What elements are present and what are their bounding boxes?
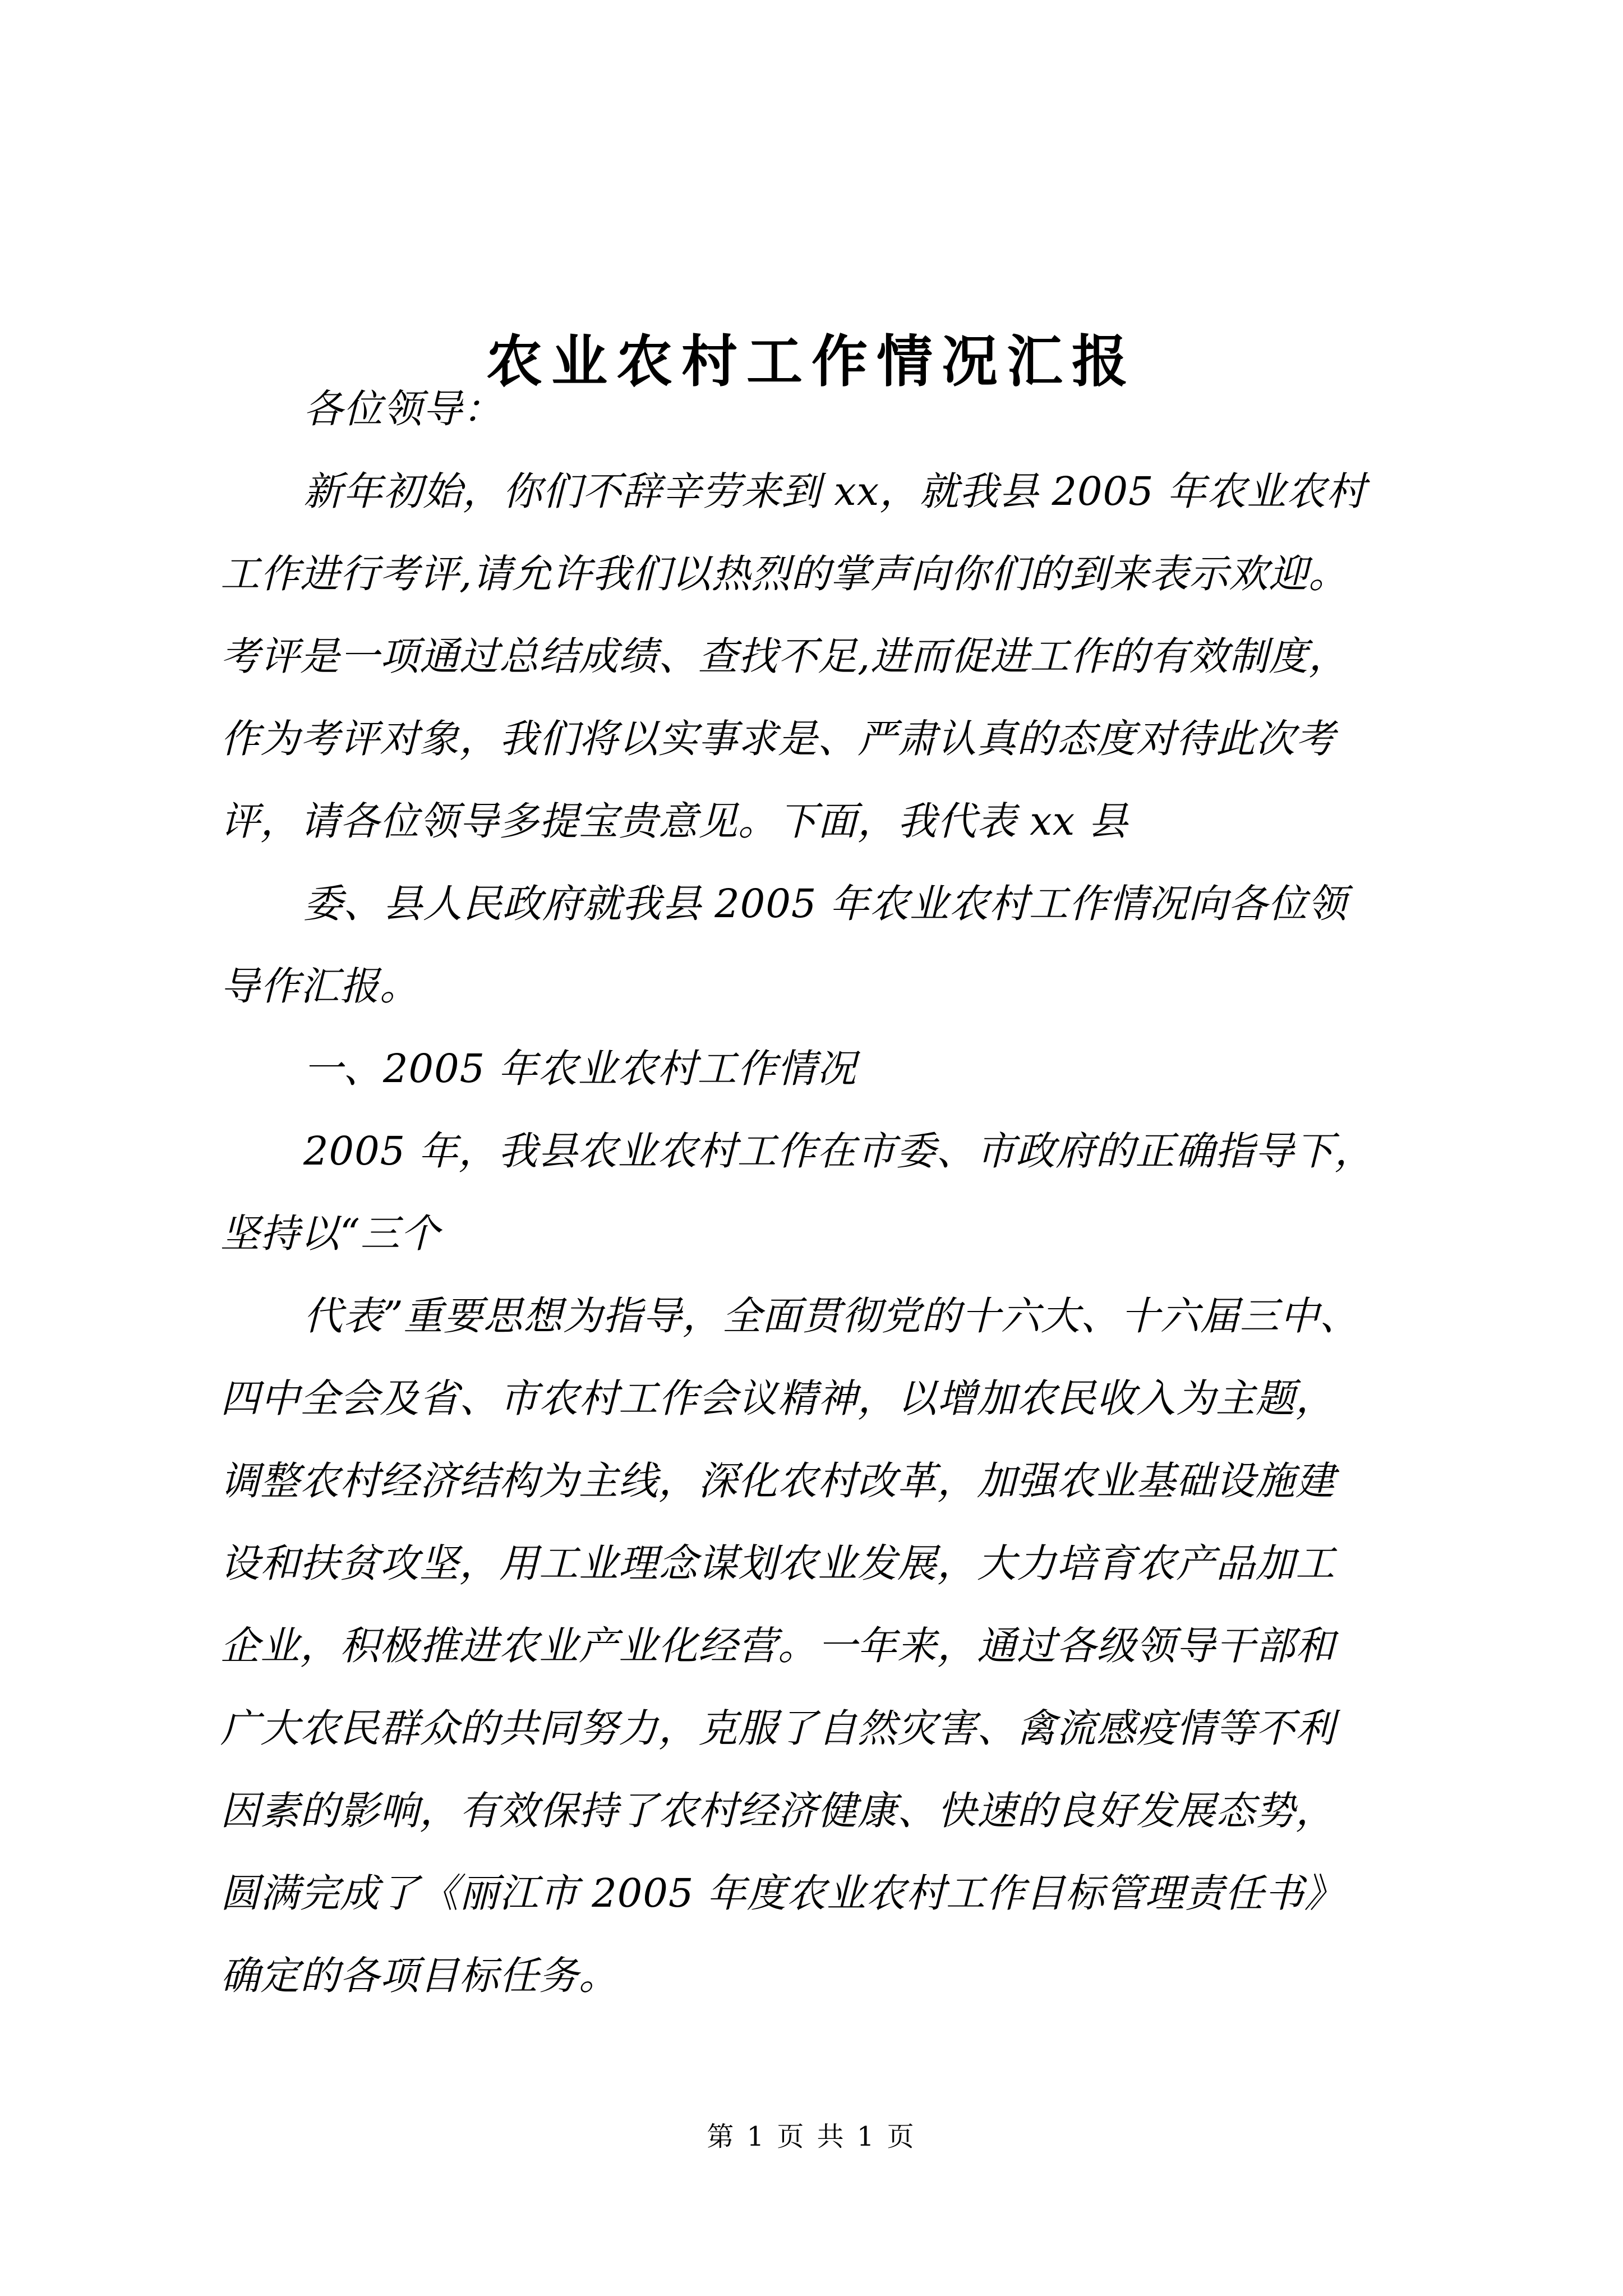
- document-body: [220, 368, 1460, 2017]
- body-line: 作为考评对象，我们将以实事求是、严肃认真的态度对待此次考: [220, 716, 1335, 762]
- body-line: 2005 年，我县农业农村工作在市委、市政府的正确指导下，: [303, 1128, 1375, 1174]
- body-line: 调整农村经济结构为主线，深化农村改革，加强农业基础设施建: [220, 1458, 1335, 1504]
- page-footer: [0, 2115, 1623, 2154]
- body-line: 工作进行考评,请允许我们以热烈的掌声向你们的到来表示欢迎。: [220, 551, 1349, 597]
- body-line: 四中全会及省、市农村工作会议精神，以增加农民收入为主题，: [220, 1375, 1335, 1421]
- body-line: 评，请各位领导多提宝贵意见。下面，我代表 xx 县: [220, 798, 1128, 844]
- page-number-text: 第 1 页 共 1 页: [707, 2121, 916, 2152]
- body-line: 一、2005 年农业农村工作情况: [303, 1046, 857, 1092]
- body-line: 圆满完成了《丽江市 2005 年度农业农村工作目标管理责任书》: [220, 1870, 1344, 1916]
- body-line: 因素的影响，有效保持了农村经济健康、快速的良好发展态势，: [220, 1788, 1335, 1834]
- body-line: 设和扶贫攻坚，用工业理念谋划农业发展，大力培育农产品加工: [220, 1540, 1335, 1586]
- body-line: 导作汇报。: [220, 963, 419, 1009]
- body-line: 考评是一项通过总结成绩、查找不足,进而促进工作的有效制度，: [220, 633, 1349, 679]
- document-title: 农业农村工作情况汇报: [486, 328, 1137, 394]
- body-line: 各位领导：: [303, 386, 502, 432]
- body-line: 委、县人民政府就我县 2005 年农业农村工作情况向各位领: [303, 881, 1348, 927]
- body-line: 代表”重要思想为指导，全面贯彻党的十六大、十六届三中、: [303, 1293, 1359, 1339]
- body-line: 广大农民群众的共同努力，克服了自然灾害、禽流感疫情等不利: [220, 1705, 1335, 1751]
- body-line: 确定的各项目标任务。: [220, 1953, 619, 1999]
- body-line: 新年初始，你们不辞辛劳来到 xx，就我县 2005 年农业农村: [303, 468, 1366, 514]
- body-line: 坚持以“三个: [220, 1211, 440, 1257]
- body-line: 企业，积极推进农业产业化经营。一年来，通过各级领导干部和: [220, 1623, 1335, 1669]
